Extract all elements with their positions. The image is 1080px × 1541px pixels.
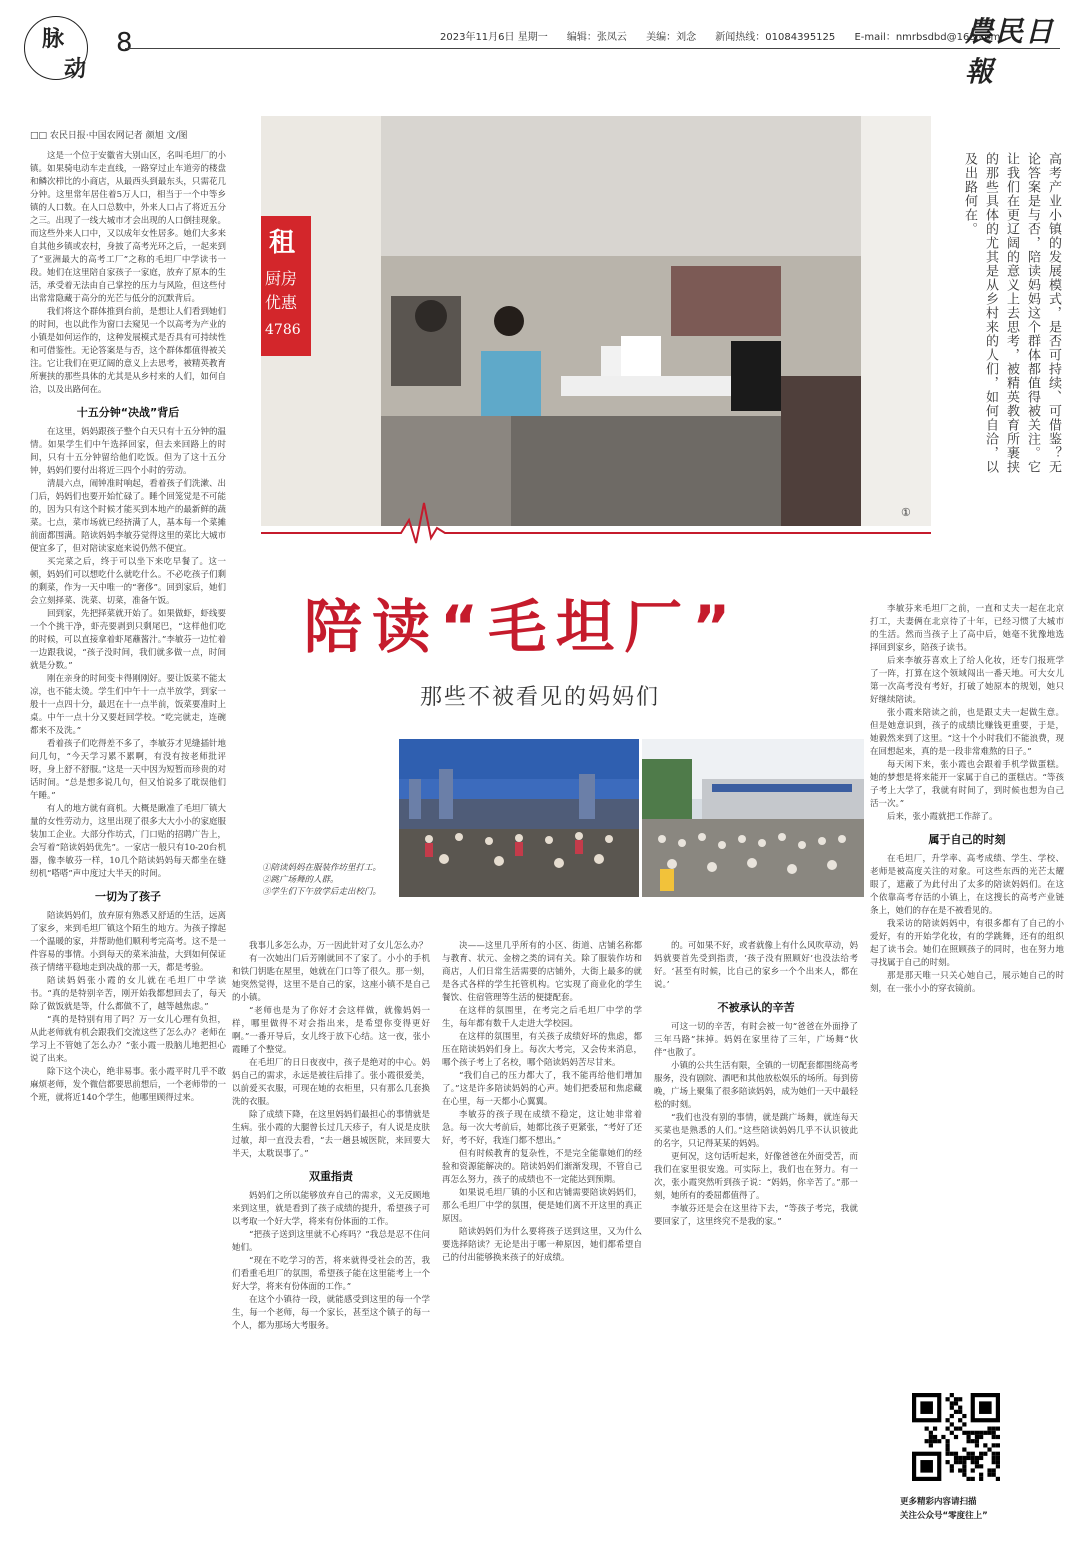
article-column-5	[870, 603, 1064, 1375]
qr-code[interactable]	[912, 1393, 1000, 1481]
header-editor: 编辑：张凤云	[566, 32, 627, 43]
headline: 陪读“毛坦厂”	[304, 593, 741, 661]
photo-square-dance	[399, 739, 639, 897]
photo-caption: ①陪读妈妈在服装作坊里打工。	[262, 863, 382, 873]
section-name-char2: 动	[64, 56, 87, 82]
paragraph: 在这样的氛围里，有关孩子成绩好坏的焦虑，都压在陪读妈妈们身上。每次大考完，又会传来消息，哪个孩子考上了名校，哪个陪读妈妈苦尽甘来。	[442, 1032, 642, 1068]
article-column-1	[30, 150, 226, 1535]
subheadline: 那些不被看见的妈妈们	[420, 685, 661, 710]
photo-sign-text: 厨房	[265, 269, 298, 288]
c3b-text	[442, 1031, 642, 1187]
paragraph: 清晨六点，闹钟准时响起，看着孩子们洗漱、出门后，妈妈们也要开始忙碌了。睡个回笼觉是不可能的，因为只有这个时候才能买到本地产的最新鲜的蔬菜。七点，菜市场就已经挤满了人，基本每一个菜摊前面都围满。陪读妈妈李敏芬觉得这里的菜比大城市便宜多了，但对陪读家庭来说仍然不便宜。	[30, 479, 226, 554]
paragraph: 妈妈们之所以能够放弃自己的需求，义无反顾地来到这里，就是看到了孩子成绩的提升，希望孩子可以考取一个好大学，将来有份体面的工作。	[232, 1191, 430, 1227]
c5-text	[870, 603, 1064, 824]
c1d-text	[30, 910, 226, 1105]
paragraph: “真的是特别有用了吗？万一女儿心理有负担，从此老师就有机会跟我们交流这些了怎么办？老师在学习上不管她了怎么办？”张小霞一股脑儿地把担心说了出来。	[30, 1015, 226, 1064]
paragraph: 陪读妈妈们为什么要将孩子送到这里，又为什么要选择陪读？无论是出于哪一种原因，她们都希望自己的付出能够换来孩子的好成绩。	[442, 1227, 642, 1263]
paragraph: 回到家，先把择菜就开始了。如果做虾，虾线要一个个挑干净，虾壳要剥到只剩尾巴，“这样他们吃的时候，可以直接拿着虾尾蘸酱汁。”李敏芬一边忙着一边跟我说，“孩子没时间，我们就多做一点，时间就是分数。”	[30, 609, 226, 671]
photo-number-marker: ①	[901, 506, 911, 519]
page-number: 8	[116, 28, 133, 58]
paragraph: 买完菜之后，终于可以坐下来吃早餐了。这一顿，妈妈们可以想吃什么就吃什么。不必吃孩子们剩的剩菜，作为一天中唯一的“奢侈”。回到家后，她们会立刻择菜、洗菜、切菜，准备午饭。	[30, 557, 226, 606]
byline: □□ 农民日报·中国农网记者 颜旭 文/图	[30, 131, 188, 141]
section-heading: 不被承认的辛苦	[717, 1001, 795, 1014]
paragraph: 那是那天唯一只关心她自己，展示她自己的时刻，在一张小小的穿衣镜前。	[870, 971, 1064, 994]
paragraph: 这是一个位于安徽省大别山区，名叫毛坦厂的小镇。如果骑电动车走直线，一路穿过止车道旁的楼盘和鳞次栉比的小商店，从最西头到最东头，只需花几分钟。这里常年居住着5万人口，相当于一个中等乡镇的人口数。在人口总数中，外来人口占了将近五分之三。出现了一线大城市才会出现的人口倒挂现象。而这些外来人口中，又以成年女性居多。她们大多来自其他乡镇或农村，身披了高考光环之后，一起来到了“亚洲最大的高考工厂”之称的毛坦厂中学读书一段。她们在这里陪自家孩子一家庭，放弃了原本的生活，承受着无法由自己掌控的压力与风险，但这些付出常常隐藏于高分的光芒与低分的沉默背后。	[30, 151, 226, 304]
paragraph: “老师也是为了你好才会这样做，就像妈妈一样，哪里做得不对会指出来，是希望你变得更好啊。”一番开导后，女儿终于放下心结。这一夜，张小霞睡了个整觉。	[232, 1006, 430, 1055]
header-email: E-mail：nmrbsdbd@163.com	[854, 32, 1001, 43]
paragraph: 看着孩子们吃得差不多了，李敏芬才见缝插针地问几句，“今天学习累不累啊，有没有按老师批评呀，身上舒不舒服。”这是一天中因为短暂而珍贵的对话时间。“总是想多说几句，但又怕说多了耽误他们午睡。”	[30, 739, 226, 801]
paragraph: 后来李敏芬喜欢上了给人化妆，还专门报班学了一阵，打算在这个领域闯出一番天地。可大女儿第一次高考没有考好，打破了她原本的规划，她只好继续陪读。	[870, 656, 1064, 705]
photo-students-leaving-school	[642, 739, 864, 897]
paragraph: 小镇的公共生活有限，全镇的一切配套都围绕高考服务，没有剧院、酒吧和其他放松娱乐的场所。每到傍晚，广场上聚集了很多陪读妈妈，成为她们一天中最轻松的时刻。	[654, 1061, 858, 1110]
section-badge	[18, 12, 133, 88]
paragraph: 在这里，妈妈跟孩子整个白天只有十五分钟的温情。如果学生们中午选择回家，但去来回路上的时间，只有十五分钟留给他们吃饭。但为了这十五分钟，妈妈们要付出将近三四个小时的劳动。	[30, 427, 226, 476]
article-column-3	[442, 940, 642, 1535]
paragraph: “把孩子送到这里就不心疼吗？”我总是忍不住问她们。	[232, 1230, 430, 1253]
photo-sign-text: 优惠	[265, 293, 298, 312]
header-date: 2023年11月6日 星期一	[440, 32, 548, 43]
photo-sign-text: 租	[269, 228, 296, 258]
paragraph: 如果说毛坦厂镇的小区和店铺需要陪读妈妈们，那么毛坦厂中学的氛围，便是她们离不开这里的真正原因。	[442, 1188, 642, 1224]
qr-caption: 更多精彩内容请扫描	[900, 1497, 977, 1507]
paragraph: 我们将这个群体推到台前，是想让人们看到她们的时间，也以此作为窗口去窥见一个以高考为产业的小镇是如何运作的，这种发展模式是否具有可持续性和可借鉴性。无论答案是与否，这个群体都值得被关注。它让我们在更辽阔的意义上去思考，被精英教育所裹挟的那些具体的尤其是从乡村来的人们，如何自洽，以及出路何在。	[30, 307, 226, 395]
paragraph: “我们自己的压力都大了，我不能再给他们增加了。”这是许多陪读妈妈的心声。她们把委屈和焦虑藏在心里，每一天都小心翼翼。	[442, 1071, 642, 1107]
paragraph: 但有时候教育的复杂性，不是完全能靠她们的经验和资源能解决的。陪读妈妈们渐渐发现，不管自己再怎么努力，孩子的成绩也不一定能达到预期。	[442, 1149, 642, 1185]
paragraph: 除下这个决心，绝非易事。张小霞平时几乎不敢麻烦老师，发个微信都要思前想后，一个老师带的一个班，就将近140个学生，他哪里顾得过来。	[30, 1067, 226, 1103]
section-heading: 一切为了孩子	[95, 890, 161, 903]
paragraph: “现在不吃学习的苦，将来就得受社会的苦，我们看重毛坦厂的氛围，希望孩子能在这里能考上一个好大学，将来有份体面的工作。”	[232, 1256, 430, 1292]
paragraph: 刚在亲身的时间变卡得刚刚好。要让饭菜不能太凉，也不能太烫。学生们中午十一点半放学，到家一般十一点四十分，最迟在十一点半前，饭菜要准时上桌。中午一点十分又要赶回学校。“吃完就走，连碗都来不及洗。”	[30, 674, 226, 736]
paragraph: 李敏芬来毛坦厂之前，一直和丈夫一起在北京打工，夫妻俩在北京待了十年，已经习惯了大城市的生活。然而当孩子上了高中后，她毫不犹豫地选择回到家乡，陪孩子读书。	[870, 604, 1064, 653]
c2b-text	[232, 1190, 430, 1333]
paragraph: 除了成绩下降，在这里妈妈们最担心的事情就是生病。张小霞的大腿曾长过几天疹子，有人说是皮肤过敏，却一直没去看，“去一趟县城医院，来回要大半天，太耽误事了。”	[232, 1110, 430, 1159]
section-heading: 双重指责	[309, 1170, 353, 1183]
paragraph: 可这一切的辛苦，有时会被一句“爸爸在外面挣了三年马路”抹掉。妈妈在家里待了三年，广场舞“伙伴”也散了。	[654, 1022, 858, 1058]
section-heading: 属于自己的时刻	[928, 833, 1006, 846]
pull-quote: 高考产业小镇的发展模式，是否可持续、可借鉴？无论答案是与否，陪读妈妈这个群体都值得被关注。它让我们在更辽阔的意义上去思考，被精英教育所裹挟的那些具体的尤其是从乡村来的人们，如何自洽，以及出路何在。	[962, 152, 1061, 474]
paragraph: 有一次她出门后芳刚就回不了家了。小小的手机和铁门钥匙在屋里，她就在门口等了很久。那一刻，她突然觉得，这里不是自己的家，这座小镇不是自己的小镇。	[232, 954, 430, 1003]
c3c-text	[442, 1187, 642, 1265]
paragraph: 更何况，这句话听起来，好像爸爸在外面受苦，而我们在家里很安逸。可实际上，我们也在努力。有一次，张小霞突然听到孩子说：“妈妈，你辛苦了。”那一刻，她所有的委屈都值得了。	[654, 1152, 858, 1201]
qr-caption: 关注公众号“零度往上”	[900, 1511, 988, 1521]
paragraph: 我事儿多怎么办，万一因此针对了女儿怎么办？	[249, 941, 428, 951]
article-column-2	[232, 940, 430, 1535]
c4-text	[654, 940, 858, 992]
section-name-char1: 脉	[42, 26, 65, 52]
paragraph: 决——这里几乎所有的小区、街道、店铺名称都与教育、状元、金榜之类的词有关。除了服装作坊和商店，人们日常生活需要的店铺外，大街上最多的就是各式各样的学生托管机构。它实现了商业化的学生餐饮、住宿管理等生活的便捷配套。	[442, 941, 642, 1003]
paragraph: 在毛坦厂的日日夜夜中，孩子是绝对的中心。妈妈自己的需求，永远是被往后排了。张小霞很爱美，以前爱买衣服，可现在她的衣柜里，只有那么几套换洗的衣服。	[232, 1058, 430, 1107]
c1b-text	[30, 426, 226, 738]
paragraph: 在这样的氛围里，在考完之后毛坦厂中学的学生，每年都有数千人走进大学校园。	[442, 1006, 642, 1029]
newspaper-logo: 農民日報	[965, 15, 1056, 88]
header-designer: 美编：刘念	[646, 32, 697, 43]
photo-caption: ③学生们下午放学后走出校门。	[262, 887, 382, 897]
c4b-text	[654, 1021, 858, 1229]
paragraph: 李敏芬的孩子现在成绩不稳定，这让她非常着急。每一次大考前后，她都比孩子更紧张，“考好了还好，考不好，我连门都不想出。”	[442, 1110, 642, 1146]
photo-captions	[262, 862, 381, 898]
header-rule	[125, 48, 1060, 49]
photo-caption: ②跳广场舞的人群。	[262, 875, 339, 885]
header-meta	[440, 28, 1016, 43]
paragraph: 在毛坦厂，升学率、高考成绩、学生、学校、老师是被高度关注的对象。可这些东西的光芒太耀眼了，遮蔽了为此付出了太多的陪读妈妈们。在这个依靠高考存活的小镇上，在这搜长的高考产业链条上，她们的存在是不被看见的。	[870, 854, 1064, 916]
paragraph: 在这个小镇待一段，就能感受到这里的每一个学生，每一个老师，每一个家长，甚至这个镇子的每一个人，都为那场大考服务。	[232, 1295, 430, 1331]
paragraph: 有人的地方就有商机。大概是瞅准了毛坦厂镇大量的女性劳动力，这里出现了很多大大小小的家庭服装加工企业。大部分作坊式，门口贴的招聘广告上，会写着“陪读妈妈优先”。一家店一般只有10-20台机器，像李敏芬一样，10几个陪读妈妈每天都坐在缝纫机“嗒嗒”声中度过大半天的时间。	[30, 804, 226, 879]
paragraph: 李敏芬还是会在这里待下去，“等孩子考完，我就要回家了，这里终究不是我的家。”	[654, 1204, 858, 1227]
paragraph: 陪读妈妈张小霞的女儿就在毛坦厂中学读书。“真的是特别辛苦，刚开始我都想回去了，每天除了做饭就是等，什么都做不了，越等越焦虑。”	[30, 976, 226, 1012]
c2-text	[232, 940, 430, 1161]
paragraph: 的。可如果不好，或者就像上有什么风吹草动，妈妈就要首先受到指责，‘孩子没有照顾好’也没法给考好。‘甚至有时候，比自己的家乡一个个出来人，都在说。’	[654, 941, 858, 990]
paragraph: 陪读妈妈们，放弃原有熟悉又舒适的生活，远离了家乡，来到毛坦厂镇这个陌生的地方。为孩子撑起一个温暖的家，并帮助他们顺利考完高考。这不是一件容易的事情。小到每天的菜米油盐，大到如何保证孩子情绪平稳地走到决战的那一天，都是考验。	[30, 911, 226, 973]
header-hotline: 新闻热线：01084395125	[715, 32, 836, 43]
paragraph: 后来，张小霞就把工作辞了。	[887, 812, 998, 822]
paragraph: 每天闲下来，张小霞也会跟着手机学做蛋糕。她的梦想是将来能开一家属于自己的蛋糕店。“等孩子考上大学了，我就有时间了，到时候也想为自己活一次。”	[870, 760, 1064, 809]
c3-text	[442, 940, 642, 1031]
c1-text	[30, 150, 226, 397]
decorative-pulse-line	[261, 498, 931, 548]
section-heading: 十五分钟“决战”背后	[76, 406, 180, 419]
paragraph: 张小霞来陪读之前，也是跟丈夫一起做生意。但是她意识到，孩子的成绩比赚钱更重要，于是，她毅然来到了这里。“这十个小时我们不能浪费，现在回想起来，真的是一段非常难熬的日子。”	[870, 708, 1064, 757]
article-column-4	[654, 940, 858, 1535]
paragraph: “我们也没有别的事情，就是跳广场舞，就连每天买菜也是熟悉的人们。”这些陪读妈妈几乎不认识彼此的名字，只记得某某的妈妈。	[654, 1113, 858, 1149]
paragraph: 我采访的陪读妈妈中，有很多都有了自己的小爱好，有的开始学化妆，有的学跳舞，还有的组织起了读书会。她们在照顾孩子的同时，也在努力地寻找属于自己的时刻。	[870, 919, 1064, 968]
c5b-text	[870, 853, 1064, 996]
photo-sign-text: 4786	[265, 322, 301, 338]
photo-garment-workshop	[261, 116, 931, 526]
c1c-text	[30, 738, 226, 881]
